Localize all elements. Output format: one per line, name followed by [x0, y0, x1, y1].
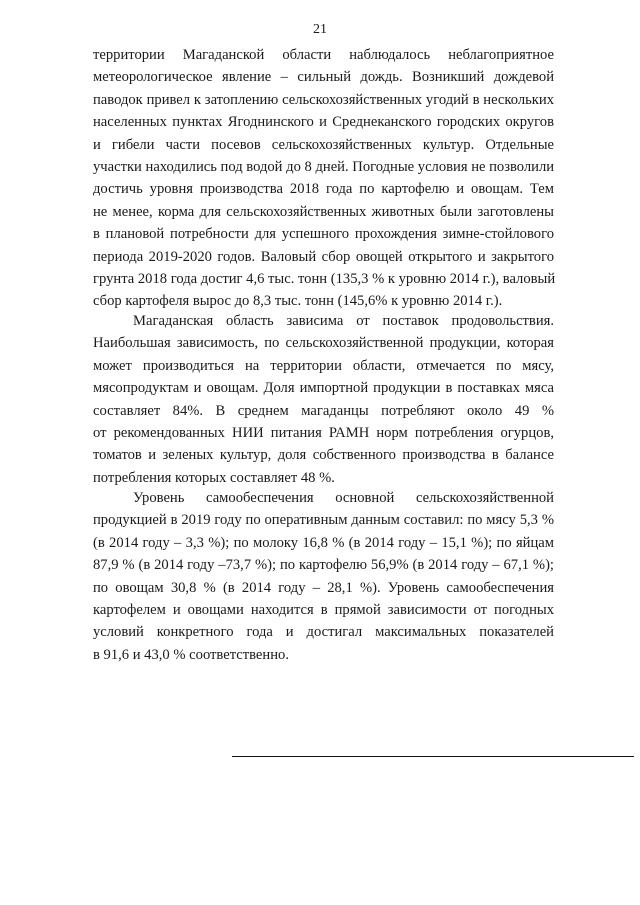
paragraph-2-line: от рекомендованных НИИ питания РАМН норм потребления огурцов, [93, 424, 554, 441]
paragraph-2-line: составляет 84%. В среднем магаданцы потребляют около 49 % [93, 402, 554, 419]
paragraph-1-line: достичь уровня производства 2018 года по картофелю и овощам. Тем [93, 181, 554, 198]
footnote-separator-rule [232, 756, 634, 757]
paragraph-1-line: населенных пунктах Ягоднинского и Среднеканского городских округов [93, 114, 554, 131]
paragraph-2 [93, 310, 554, 489]
paragraph-3-line: условий конкретного года и достигал максимальных показателей [93, 624, 554, 641]
paragraph-1-line: паводок привел к затоплению сельскохозяйственных угодий в нескольких [93, 91, 554, 108]
paragraph-2-line: Наибольшая зависимость, по сельскохозяйственной продукции, которая [93, 335, 554, 352]
paragraph-3-line: (в 2014 году – 3,3 %); по молоку 16,8 % (в 2014 году – 15,1 %); по яйцам [93, 534, 554, 551]
paragraph-3-line: продукцией в 2019 году по оперативным данным составил: по мясу 5,3 % [93, 512, 554, 529]
paragraph-1-line: не менее, корма для сельскохозяйственных животных были заготовлены [93, 203, 554, 220]
page-number: 21 [313, 22, 327, 37]
paragraph-3-line: 87,9 % (в 2014 году –73,7 %); по картофелю 56,9% (в 2014 году – 67,1 %); [93, 557, 554, 574]
paragraph-3-line: по овощам 30,8 % (в 2014 году – 28,1 %). Уровень самообеспечения [93, 579, 554, 596]
paragraph-2-line: томатов и зеленых культур, доля собственного производства в балансе [93, 447, 554, 464]
paragraph-1-line: в плановой потребности для успешного прохождения зимне-стойлового [93, 226, 554, 243]
paragraph-2-line: потребления которых составляет 48 %. [93, 469, 335, 486]
paragraph-1-line: участки находились под водой до 8 дней. Погодные условия не позволили [93, 158, 555, 175]
paragraph-1-line: и гибели части посевов сельскохозяйственных культур. Отдельные [93, 136, 554, 153]
paragraph-3-line: в 91,6 и 43,0 % соответственно. [93, 646, 289, 663]
paragraph-3 [93, 487, 554, 666]
paragraph-1 [93, 44, 554, 313]
paragraph-2-line: может производиться на территории области, отмечается по мясу, [93, 357, 554, 374]
paragraph-2-line: мясопродуктам и овощам. Доля импортной продукции в поставках мяса [93, 380, 554, 397]
paragraph-1-line: грунта 2018 года достиг 4,6 тыс. тонн (135,3 % к уровню 2014 г.), валовый [93, 270, 556, 287]
paragraph-1-line: сбор картофеля вырос до 8,3 тыс. тонн (145,6% к уровню 2014 г.). [93, 293, 503, 310]
paragraph-1-line: территории Магаданской области наблюдалось неблагоприятное [93, 47, 554, 63]
paragraph-1-line: периода 2019-2020 годов. Валовый сбор овощей открытого и закрытого [93, 248, 554, 265]
paragraph-1-line: метеорологическое явление – сильный дождь. Возникший дождевой [93, 69, 554, 86]
paragraph-3-line: Уровень самообеспечения основной сельскохозяйственной [133, 490, 554, 506]
paragraph-2-line: Магаданская область зависима от поставок продовольствия. [133, 313, 554, 329]
paragraph-3-line: картофелем и овощами находится в прямой зависимости от погодных [93, 601, 554, 618]
